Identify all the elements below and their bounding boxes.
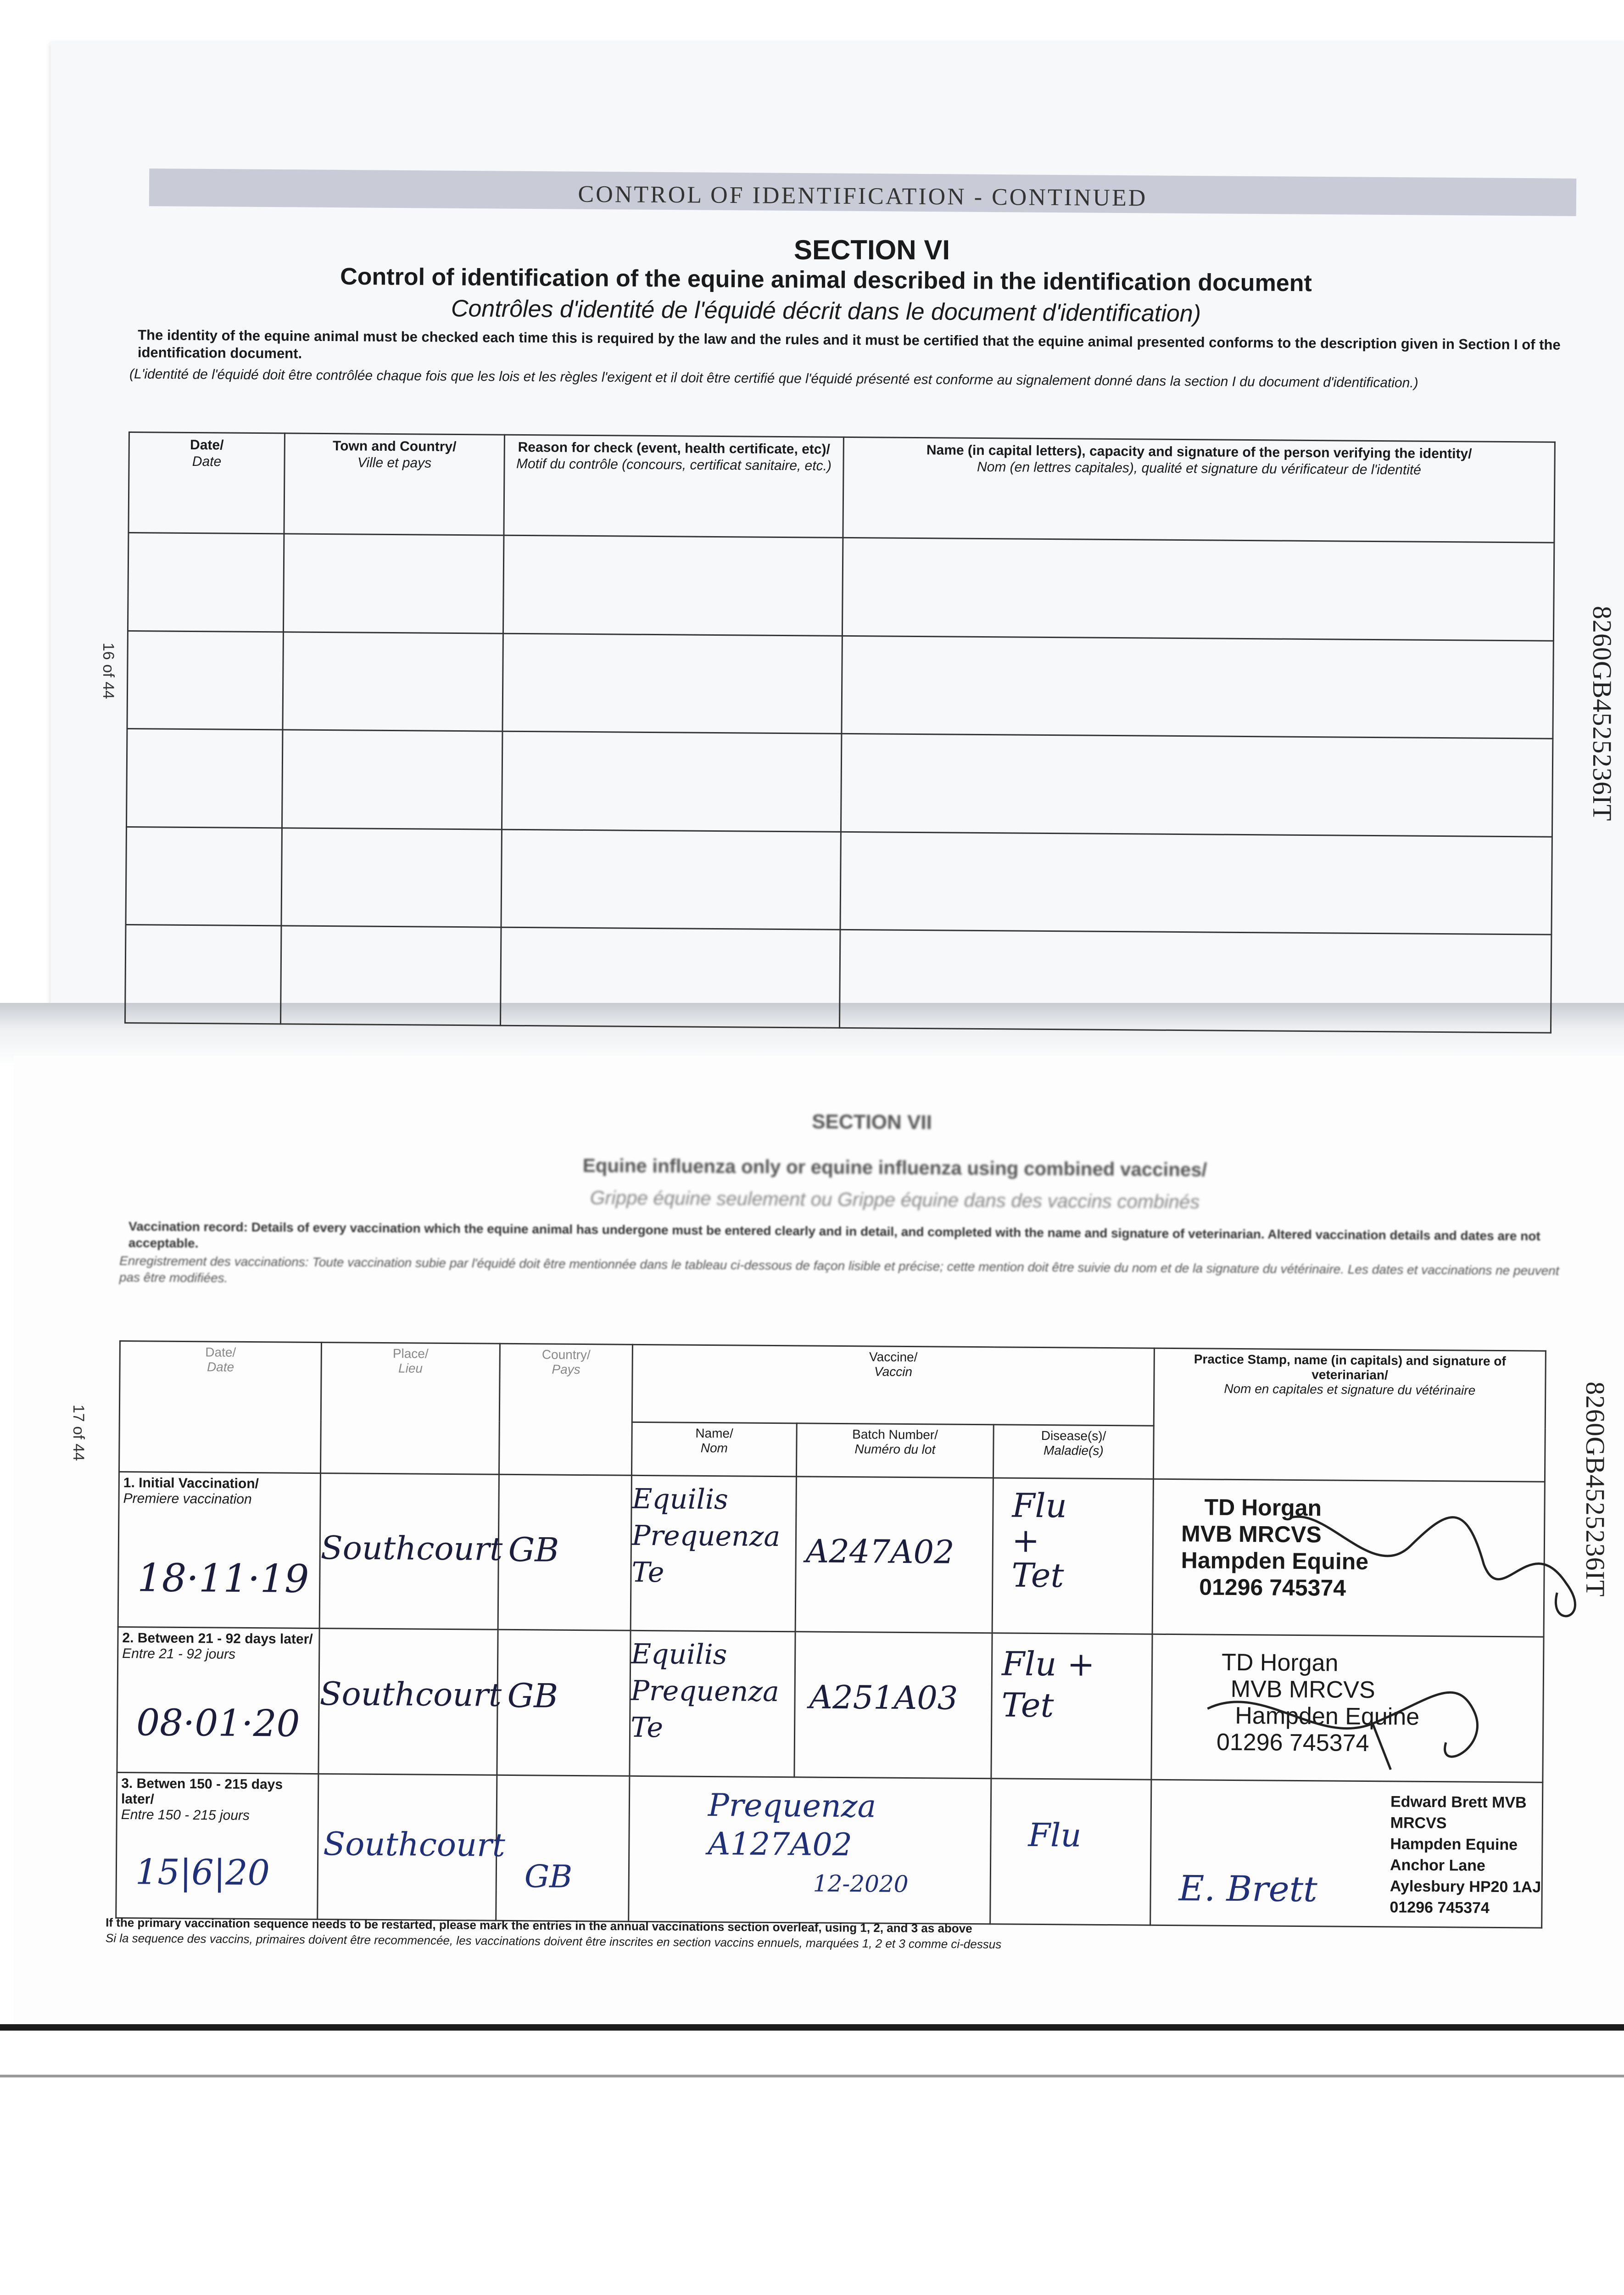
side-code-top: 8260GB4525236IT	[1587, 606, 1617, 822]
col-header-vaccine-name: Name/ Nom	[631, 1422, 797, 1477]
vaccine-name: Prequenza A127A02 12-2020	[708, 1787, 909, 1898]
vaccination-date: 18·11·19	[137, 1555, 309, 1602]
vaccination-table	[115, 1340, 1546, 1929]
disease: Flu + Tet	[1011, 1486, 1067, 1595]
row-stamp-cell	[1150, 1780, 1543, 1928]
table-row	[127, 631, 1553, 739]
row-place-cell	[319, 1473, 503, 1630]
row-place-cell	[318, 1774, 506, 1921]
footer-note: If the primary vaccination sequence needs to be restarted, please mark the entries in the annual vaccinations section overleaf, using 1, 2, and 3 as above Si la sequence des vaccins, primaires doivent être recommencée, les vaccinations doivent être inscrites en section vaccins ennuels, marquées 1, 2 et 3 comme ci-dessus	[105, 1915, 1002, 1951]
page-number-bottom: 17 of 44	[70, 1405, 87, 1461]
vaccination-row-3	[116, 1773, 1543, 1928]
section-title: SECTION VI	[793, 235, 950, 265]
col-header-stamp: Practice Stamp, name (in capitals) and signature of veterinarian/ Nom en capitales et signature du vétérinaire	[1153, 1348, 1546, 1482]
vaccination-record-text-fr: Enregistrement des vaccinations: Toute vaccination subie par l'équidé doit être mentionnée dans le tableau ci-dessous de façon lisible et précise; cette mention doit être suivie du nom et de la signature du vétérinaire. Les dates et vaccinations ne peuvent pas être modifiées.	[119, 1253, 1559, 1285]
row-stamp-cell	[1152, 1479, 1545, 1637]
vaccination-date: 15|6|20	[135, 1851, 270, 1893]
row-vaccine-cell	[629, 1776, 991, 1924]
row-disease-cell	[991, 1633, 1152, 1780]
page-edge-rule	[0, 2024, 1624, 2031]
table-row	[126, 729, 1552, 837]
table-row	[126, 827, 1552, 935]
col-header-verifier: Name (in capital letters), capacity and signature of the person verifying the identity/ Nom (en lettres capitales), qualité et signature du vérificateur de l'identité	[843, 437, 1555, 543]
signature-scribble	[1198, 1654, 1547, 1775]
batch-number: A247A02	[805, 1532, 954, 1571]
intro-text-fr: (L'identité de l'équidé doit être contrôlée chaque fois que les lois et les règles l'exigent et il doit être certifié que l'équidé présenté est conforme au signalement donné dans la section I du document d'identification.)	[129, 366, 1418, 391]
table-row	[128, 533, 1554, 641]
row-date-cell: 1. Initial Vaccination/ Premiere vaccination 18·11·19	[118, 1472, 320, 1629]
row-stamp-cell	[1151, 1634, 1544, 1782]
batch-number: A251A03	[809, 1678, 958, 1717]
page-number-top: 16 of 44	[100, 643, 117, 699]
vaccination-section-title: SECTION VII	[812, 1110, 932, 1134]
disease: Flu + Tet	[1001, 1644, 1095, 1725]
vaccination-row-2	[117, 1627, 1544, 1783]
vaccination-row-1	[118, 1472, 1545, 1637]
vet-stamp: TD Horgan MVB MRCVS Hampden Equine 01296 745374	[1181, 1494, 1369, 1601]
section-subtitle: Control of identification of the equine animal described in the identification document	[340, 263, 1312, 297]
vaccination-place: Southcourt	[320, 1529, 503, 1568]
disease: Flu	[1028, 1816, 1082, 1854]
row-date-cell: 3. Betwen 150 - 215 days later/ Entre 150 - 215 jours 15|6|20	[116, 1773, 318, 1920]
row-disease-cell	[992, 1478, 1153, 1634]
table-row	[125, 925, 1551, 1033]
section-banner: CONTROL OF IDENTIFICATION - CONTINUED	[149, 168, 1576, 216]
vaccination-subtitle-fr: Grippe équine seulement ou Grippe équine dans des vaccins combinés	[590, 1187, 1200, 1213]
row-date-cell: 2. Between 21 - 92 days later/ Entre 21 - 92 jours 08·01·20	[117, 1627, 319, 1774]
col-header-town: Town and Country/ Ville et pays	[284, 433, 505, 535]
col-header-disease: Disease(s)/ Maladie(s)	[993, 1425, 1154, 1479]
vet-stamp: Edward Brett MVB MRCVS Hampden Equine Anchor Lane Aylesbury HP20 1AJ 01296 745374	[1390, 1793, 1541, 1917]
row-vaccine-cell	[631, 1475, 796, 1632]
row-vaccine-cell	[630, 1630, 795, 1777]
page-edge-rule-2	[0, 2075, 1624, 2077]
row-place-cell	[318, 1629, 502, 1775]
row-country-cell	[497, 1629, 631, 1776]
intro-text: The identity of the equine animal must be checked each time this is required by the law and the rules and it must be certified that the equine animal presented conforms to the description given in Section I of the identification document.	[137, 327, 1561, 362]
side-code-bottom: 8260GB4525236IT	[1580, 1382, 1610, 1597]
vaccination-place: Southcourt	[319, 1675, 502, 1714]
col-header-date: Date/ Date	[119, 1341, 321, 1473]
col-header-vaccine: Vaccine/ Vaccin	[632, 1344, 1154, 1426]
vaccine-name: Equilis Prequenza Te	[630, 1638, 780, 1744]
vet-signature: E. Brett	[1178, 1868, 1318, 1910]
vet-stamp: TD Horgan MVB MRCVS Hampden Equine 01296 745374	[1216, 1649, 1420, 1757]
vaccination-subtitle: Equine influenza only or equine influenza using combined vaccines/	[582, 1154, 1207, 1181]
col-header-country: Country/ Pays	[499, 1343, 632, 1475]
row-country-cell	[496, 1775, 630, 1921]
identification-check-table	[124, 431, 1556, 1034]
col-header-reason: Reason for check (event, health certificate, etc)/ Motif du contrôle (concours, certificat sanitaire, etc.)	[504, 435, 844, 537]
col-header-date: Date/ Date	[128, 432, 285, 534]
signature-scribble	[1272, 1490, 1613, 1625]
col-header-batch: Batch Number/ Numéro du lot	[796, 1423, 993, 1478]
vaccination-country: GB	[524, 1858, 573, 1896]
vaccination-country: GB	[507, 1676, 558, 1715]
vaccination-country: GB	[508, 1530, 559, 1569]
row-batch-cell	[795, 1477, 993, 1633]
section-subtitle-fr: Contrôles d'identité de l'équidé décrit dans le document d'identification)	[451, 295, 1201, 327]
vaccination-date: 08·01·20	[136, 1701, 300, 1745]
row-batch-cell	[794, 1632, 992, 1779]
row-country-cell	[498, 1474, 631, 1630]
row-disease-cell	[990, 1779, 1151, 1925]
col-header-place: Place/ Lieu	[320, 1343, 500, 1475]
vaccination-record-text: Vaccination record: Details of every vaccination which the equine animal has undergone must be entered clearly and in detail, and completed with the name and signature of veterinarian. Altered vaccination details and dates are not acceptable.	[128, 1219, 1540, 1251]
vaccine-name: Equilis Prequenza Te	[631, 1483, 781, 1589]
vaccination-place: Southcourt	[323, 1825, 506, 1864]
